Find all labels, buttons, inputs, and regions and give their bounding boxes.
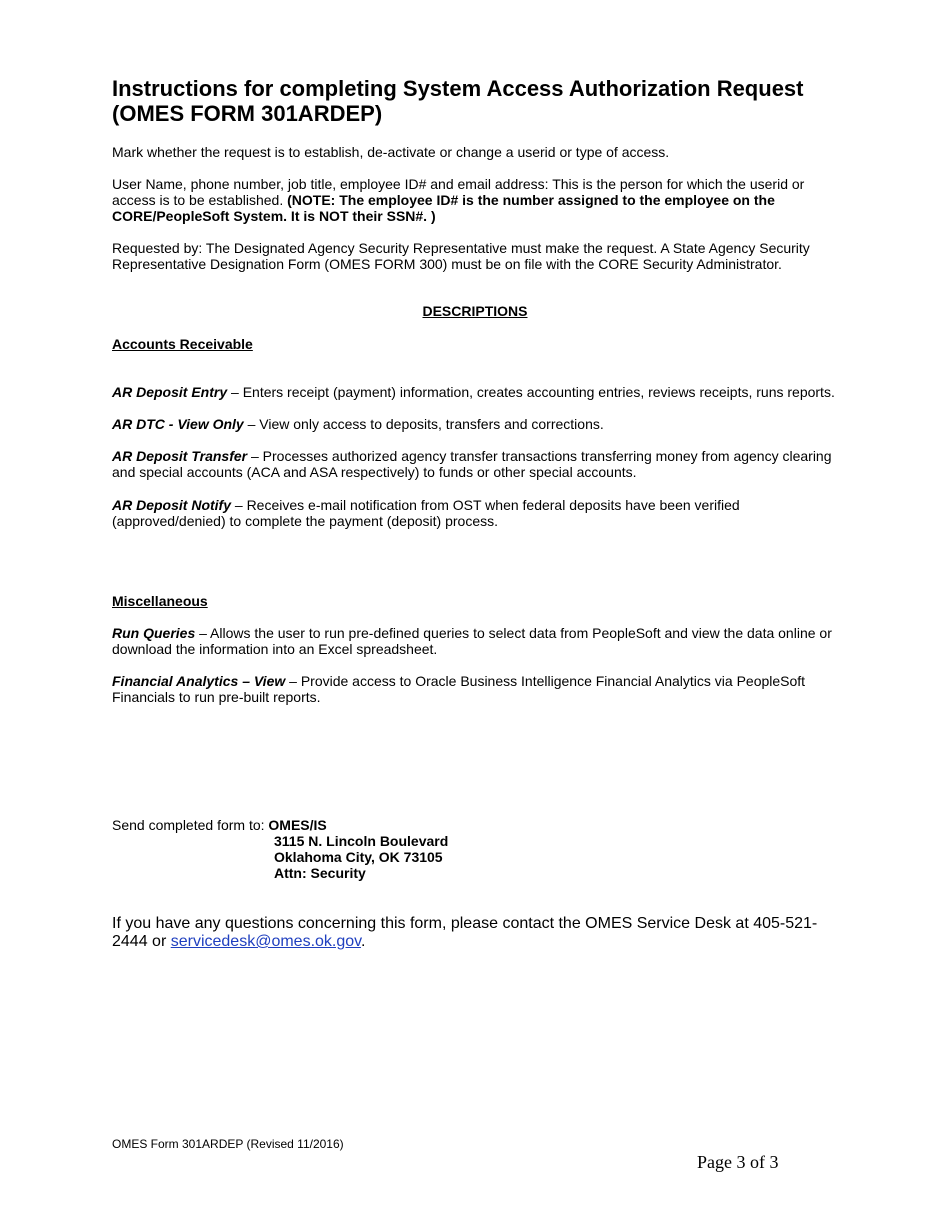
misc-item-run-queries [112,625,840,657]
ar-item-desc: – Enters receipt (payment) information, creates accounting entries, reviews receipts, runs reports. [227,384,835,400]
intro-user [112,176,840,224]
form-revision: OMES Form 301ARDEP (Revised 11/2016) [112,1137,344,1151]
ar-item-desc: – View only access to deposits, transfers and corrections. [243,416,604,432]
ar-item-deposit-notify [112,497,840,529]
mailing-address [112,817,612,881]
ar-item-dtc-view-only [112,416,840,432]
misc-item-financial-analytics [112,673,840,705]
intro-requested-by: Requested by: The Designated Agency Security Representative must make the request. A State Agency Security Representative Designation Form (OMES FORM 300) must be on file with the CORE Security Administrator. [112,240,810,272]
intro-user-note: (NOTE: The employee ID# is the number assigned to the employee on the CORE/PeopleSoft System. It is NOT their SSN#. ) [112,192,775,224]
service-desk-email-link[interactable]: servicedesk@omes.ok.gov [170,933,361,950]
ar-item-deposit-transfer [112,448,840,480]
ar-item-deposit-entry [112,384,840,400]
ar-heading: Accounts Receivable [112,336,253,352]
intro-mark: Mark whether the request is to establish, de-activate or change a userid or type of access. [112,144,670,160]
ar-item-term: AR Deposit Transfer [112,448,248,464]
send-line [112,817,612,833]
send-attn: Attn: Security [274,865,366,881]
contact-info [112,915,840,951]
intro-user-text: User Name, phone number, job title, employee ID# and email address: This is the person for which the userid or access is to be established. [112,176,805,208]
misc-item-desc: – Provide access to Oracle Business Intelligence Financial Analytics via PeopleSoft Financials to run pre-built reports. [112,673,806,705]
send-label: Send completed form to: [112,817,269,833]
ar-item-desc: – Processes authorized agency transfer transactions transferring money from agency clearing and special accounts (ACA and ASA respectively) to funds or other special accounts. [112,448,832,480]
contact-text: If you have any questions concerning this form, please contact the OMES Service Desk at 405-521-2444 or [112,915,818,950]
page-number: Page 3 of 3 [697,1152,779,1172]
ar-item-term: AR DTC - View Only [112,416,244,432]
contact-end: . [360,933,366,950]
ar-item-desc: – Receives e-mail notification from OST when federal deposits have been verified (approved/denied) to complete the payment (deposit) process. [112,497,740,529]
page-title: Instructions for completing System Access Authorization Request (OMES FORM 301ARDEP) [112,76,804,126]
misc-heading: Miscellaneous [112,593,208,609]
descriptions-heading: DESCRIPTIONS [422,303,528,319]
misc-item-term: Financial Analytics – View [112,673,286,689]
ar-item-term: AR Deposit Notify [112,497,231,513]
send-city: Oklahoma City, OK 73105 [274,849,443,865]
send-org: OMES/IS [268,817,327,833]
send-street: 3115 N. Lincoln Boulevard [274,833,449,849]
misc-item-term: Run Queries [112,625,196,641]
ar-item-term: AR Deposit Entry [112,384,228,400]
misc-item-desc: – Allows the user to run pre-defined queries to select data from PeopleSoft and view the data online or download the information into an Excel spreadsheet. [112,625,832,657]
